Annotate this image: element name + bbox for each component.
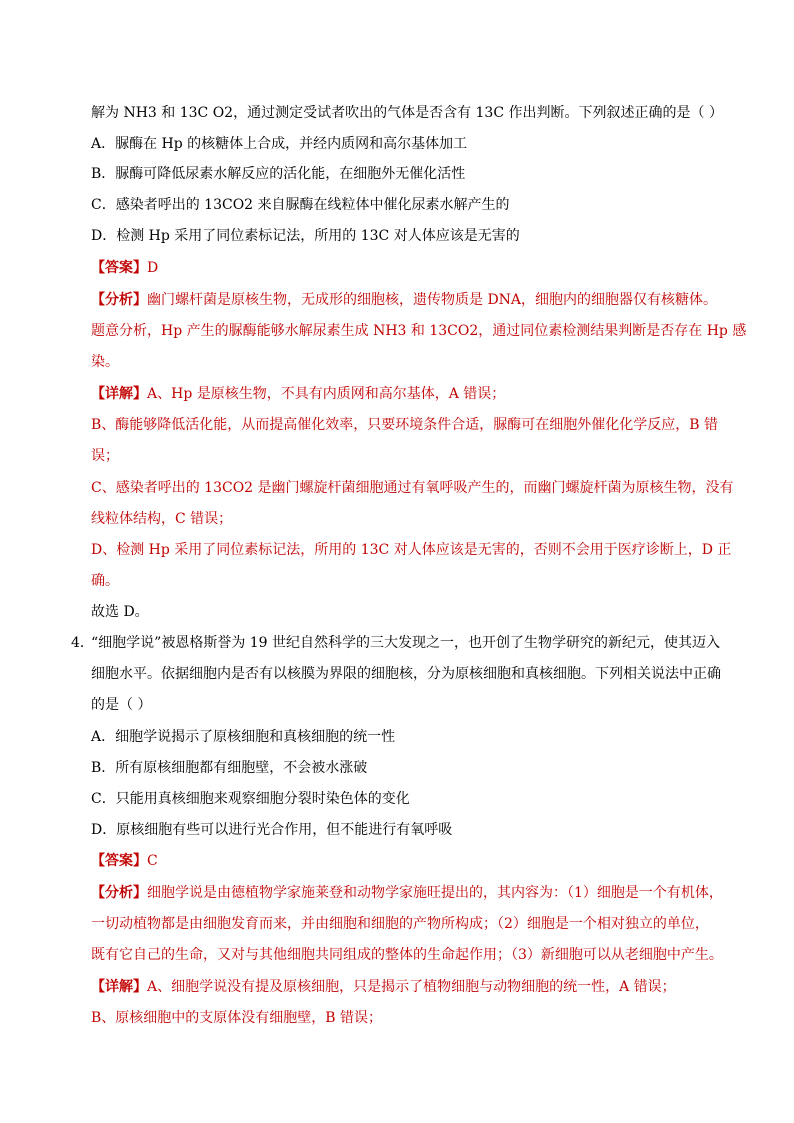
q4-analysis-line-1 xyxy=(91,883,731,903)
q3-analysis-line-3: 染。 xyxy=(91,354,119,370)
q3-analysis-line-2: 题意分析，Hp 产生的脲酶能够水解尿素生成 NH3 和 13CO2，通过同位素检测结果判断是否存在 Hp 感 xyxy=(91,323,747,339)
answer-value: D xyxy=(147,260,159,276)
q3-option-b: B．脲酶可降低尿素水解反应的活化能，在细胞外无催化活性 xyxy=(91,166,466,182)
q4-number: 4． xyxy=(71,635,94,651)
detail-tag: 【详解】 xyxy=(91,386,147,402)
q4-stem-line-1: “细胞学说”被恩格斯誉为 19 世纪自然科学的三大发现之一，也开创了生物学研究的新纪元，使其迈入 xyxy=(91,635,721,651)
answer-tag: 【答案】 xyxy=(91,853,147,869)
q3-detail-line-3: 误； xyxy=(91,448,119,464)
q4-stem-line-3: 的是（ ） xyxy=(91,697,152,713)
q3-detail-line-2: B、酶能够降低活化能，从而提高催化效率，只要环境条件合适，脲酶可在细胞外催化化学反应，B 错 xyxy=(91,417,719,433)
q4-detail-line-2: B、原核细胞中的支原体没有细胞壁，B 错误； xyxy=(91,1010,383,1026)
q4-option-a: A．细胞学说揭示了原核细胞和真核细胞的统一性 xyxy=(91,729,396,745)
q3-analysis-line-1 xyxy=(91,290,731,310)
analysis-text: 幽门螺杆菌是原核生物，无成形的细胞核，遗传物质是 DNA，细胞内的细胞器仅有核糖体。 xyxy=(147,292,718,308)
q3-stem: 解为 NH3 和 13C O2，通过测定受试者吹出的气体是否含有 13C 作出判断。下列叙述正确的是（ ） xyxy=(91,105,723,121)
q3-option-c: C．感染者呼出的 13CO2 来自脲酶在线粒体中催化尿素水解产生的 xyxy=(91,197,510,213)
q4-option-b: B．所有原核细胞都有细胞壁，不会被水涨破 xyxy=(91,760,368,776)
q3-detail-line-1 xyxy=(91,384,731,404)
q3-answer xyxy=(91,258,731,278)
analysis-tag: 【分析】 xyxy=(91,292,147,308)
q4-analysis-line-3: 既有它自己的生命，又对与其他细胞共同组成的整体的生命起作用；（3）新细胞可以从老细胞中产生。 xyxy=(91,947,723,963)
q4-option-d: D．原核细胞有些可以进行光合作用，但不能进行有氧呼吸 xyxy=(91,822,453,838)
q4-answer xyxy=(91,851,731,871)
q4-option-c: C．只能用真核细胞来观察细胞分裂时染色体的变化 xyxy=(91,791,410,807)
q4-analysis-line-2: 一切动植物都是由细胞发育而来，并由细胞和细胞的产物所构成；（2）细胞是一个相对独立的单位， xyxy=(91,916,709,932)
q3-option-d: D．检测 Hp 采用了同位素标记法，所用的 13C 对人体应该是无害的 xyxy=(91,228,520,244)
detail-tag: 【详解】 xyxy=(91,979,147,995)
q3-conclusion: 故选 D。 xyxy=(91,604,149,620)
q3-detail-line-4: C、感染者呼出的 13CO2 是幽门螺旋杆菌细胞通过有氧呼吸产生的，而幽门螺旋杆菌为原核生物，没有 xyxy=(91,480,734,496)
q4-stem-line-2: 细胞水平。依据细胞内是否有以核膜为界限的细胞核，分为原核细胞和真核细胞。下列相关说法中正确 xyxy=(91,666,721,682)
analysis-tag: 【分析】 xyxy=(91,885,147,901)
answer-value: C xyxy=(147,853,158,869)
q3-detail-line-6: D、检测 Hp 采用了同位素标记法，所用的 13C 对人体应该是无害的，否则不会用于医疗诊断上，D 正 xyxy=(91,542,732,558)
answer-tag: 【答案】 xyxy=(91,260,147,276)
q3-option-a: A．脲酶在 Hp 的核糖体上合成，并经内质网和高尔基体加工 xyxy=(91,136,468,152)
q3-detail-line-7: 确。 xyxy=(91,573,119,589)
q3-detail-line-5: 线粒体结构，C 错误； xyxy=(91,511,233,527)
analysis-text: 细胞学说是由德植物学家施莱登和动物学家施旺提出的，其内容为：（1）细胞是一个有机体， xyxy=(147,885,723,901)
detail-text: A、细胞学说没有提及原核细胞，只是揭示了植物细胞与动物细胞的统一性，A 错误； xyxy=(147,979,676,995)
detail-text: A、Hp 是原核生物，不具有内质网和高尔基体，A 错误； xyxy=(147,386,506,402)
q4-detail-line-1 xyxy=(91,977,731,997)
